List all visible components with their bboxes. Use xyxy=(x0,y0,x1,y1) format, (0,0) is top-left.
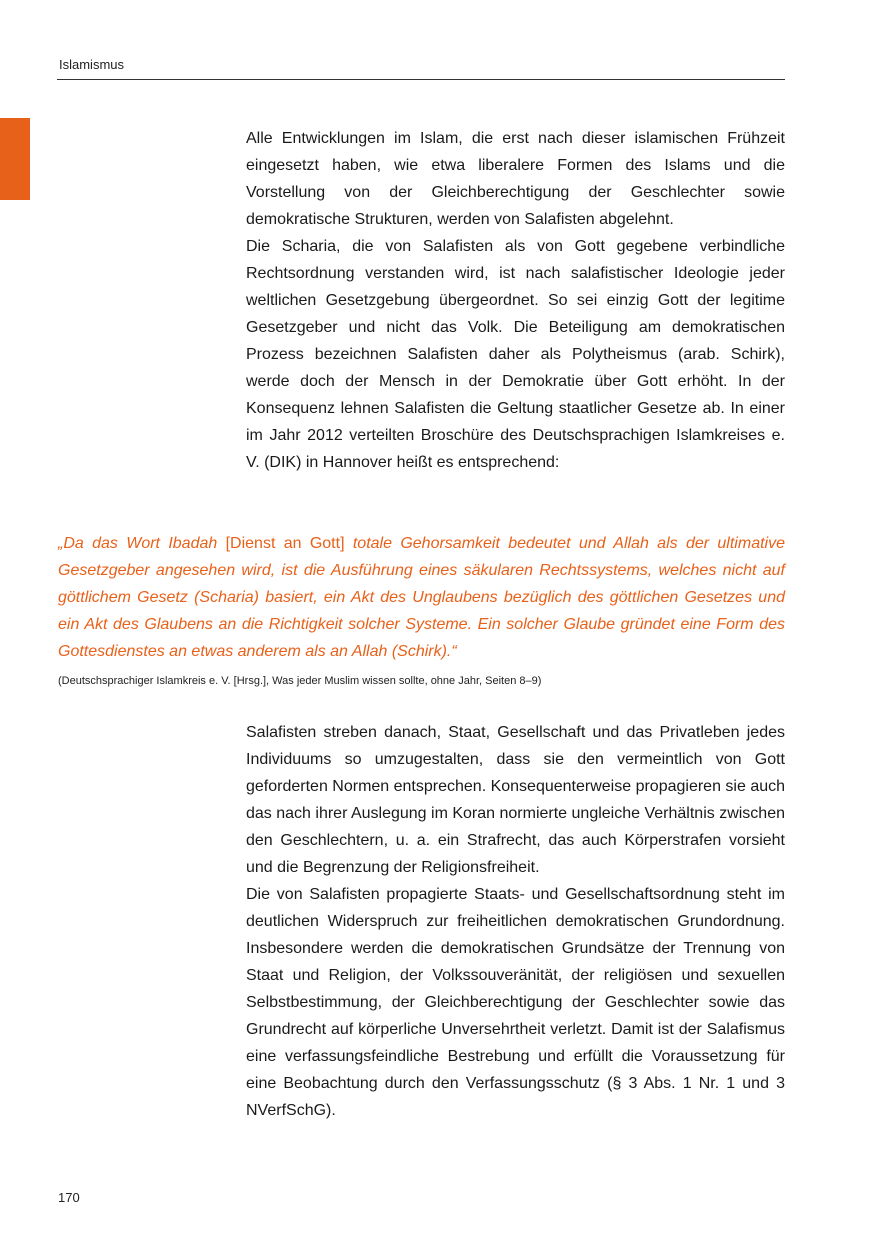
block-quote xyxy=(58,530,785,665)
paragraph: Die Scharia, die von Salafisten als von Gott gegebene verbindliche Rechtsordnung verstanden wird, ist nach salafistischer Ideologie jeder weltlichen Gesetzgebung übergeordnet. So sei einzig Gott der legitime Gesetzgeber und nicht das Volk. Die Beteiligung am demokratischen Prozess bezeichnen Salafisten daher als Polytheismus (arab. Schirk), werde doch der Mensch in der Demokratie über Gott erhöht. In der Konsequenz lehnen Salafisten die Geltung staatlicher Gesetze ab. In einer im Jahr 2012 verteilten Broschüre des Deutschsprachigen Islamkreises e. V. (DIK) in Hannover heißt es entsprechend: xyxy=(246,238,785,471)
paragraph: Die von Salafisten propagierte Staats- und Gesellschaftsordnung steht im deutlichen Widerspruch zur freiheitlichen demokratischen Grundordnung. Insbesondere werden die demokratischen Grundsätze der Trennung von Staat und Religion, der Volkssouveränität, der religiösen und sexuellen Selbstbestimmung, der Gleichberechtigung der Geschlechter sowie das Grundrecht auf körperliche Unversehrtheit verletzt. Damit ist der Salafismus eine verfassungsfeindliche Bestrebung und erfüllt die Voraussetzung für eine Beobachtung durch den Verfassungsschutz (§ 3 Abs. 1 Nr. 1 und 3 NVerfSchG). xyxy=(246,886,785,1119)
quote-text-part-2: totale Gehorsamkeit bedeutet und Allah als der ultimative Gesetzgeber angesehen wird, ist die Ausführung eines säkularen Rechtssystems, welches nicht auf göttlichem Gesetz (Scharia) basiert, ein Akt des Unglaubens bezüglich des göttlichen Gesetzes und ein Akt des Glaubens an die Richtigkeit solcher Systeme. Ein solcher Glaube gründet eine Form des Gottesdienstes an etwas anderem als an Allah (Schirk).“ xyxy=(58,535,785,660)
running-header: Islamismus xyxy=(59,57,125,72)
chapter-marker-tab xyxy=(0,118,30,200)
paragraph: Salafisten streben danach, Staat, Gesellschaft und das Privatleben jedes Individuums so umzugestalten, dass sie den vermeintlich von Gott geforderten Normen entsprechen. Konsequenterweise propagieren sie auch das nach ihrer Auslegung im Koran normierte ungleiche Verhältnis zwischen den Geschlechtern, u. a. ein Strafrecht, das auch Körperstrafen vorsieht und die Begrenzung der Religionsfreiheit. xyxy=(246,724,786,876)
header-rule xyxy=(57,79,785,80)
quote-editorial-insert: [Dienst an Gott] xyxy=(225,535,345,552)
quote-text-part-1: „Da das Wort Ibadah xyxy=(58,535,226,552)
body-text-block-2 xyxy=(246,719,785,1124)
page-number: 170 xyxy=(58,1190,80,1205)
paragraph: Alle Entwicklungen im Islam, die erst nach dieser islamischen Frühzeit eingesetzt haben, wie etwa liberalere Formen des Islams und die Vorstellung von der Gleichberechtigung der Geschlechter sowie demokratische Strukturen, werden von Salafisten abgelehnt. xyxy=(246,130,785,228)
body-text-block-1 xyxy=(246,125,785,476)
quote-source: (Deutschsprachiger Islamkreis e. V. [Hrsg.], Was jeder Muslim wissen sollte, ohne Jahr, Seiten 8–9) xyxy=(58,675,542,687)
